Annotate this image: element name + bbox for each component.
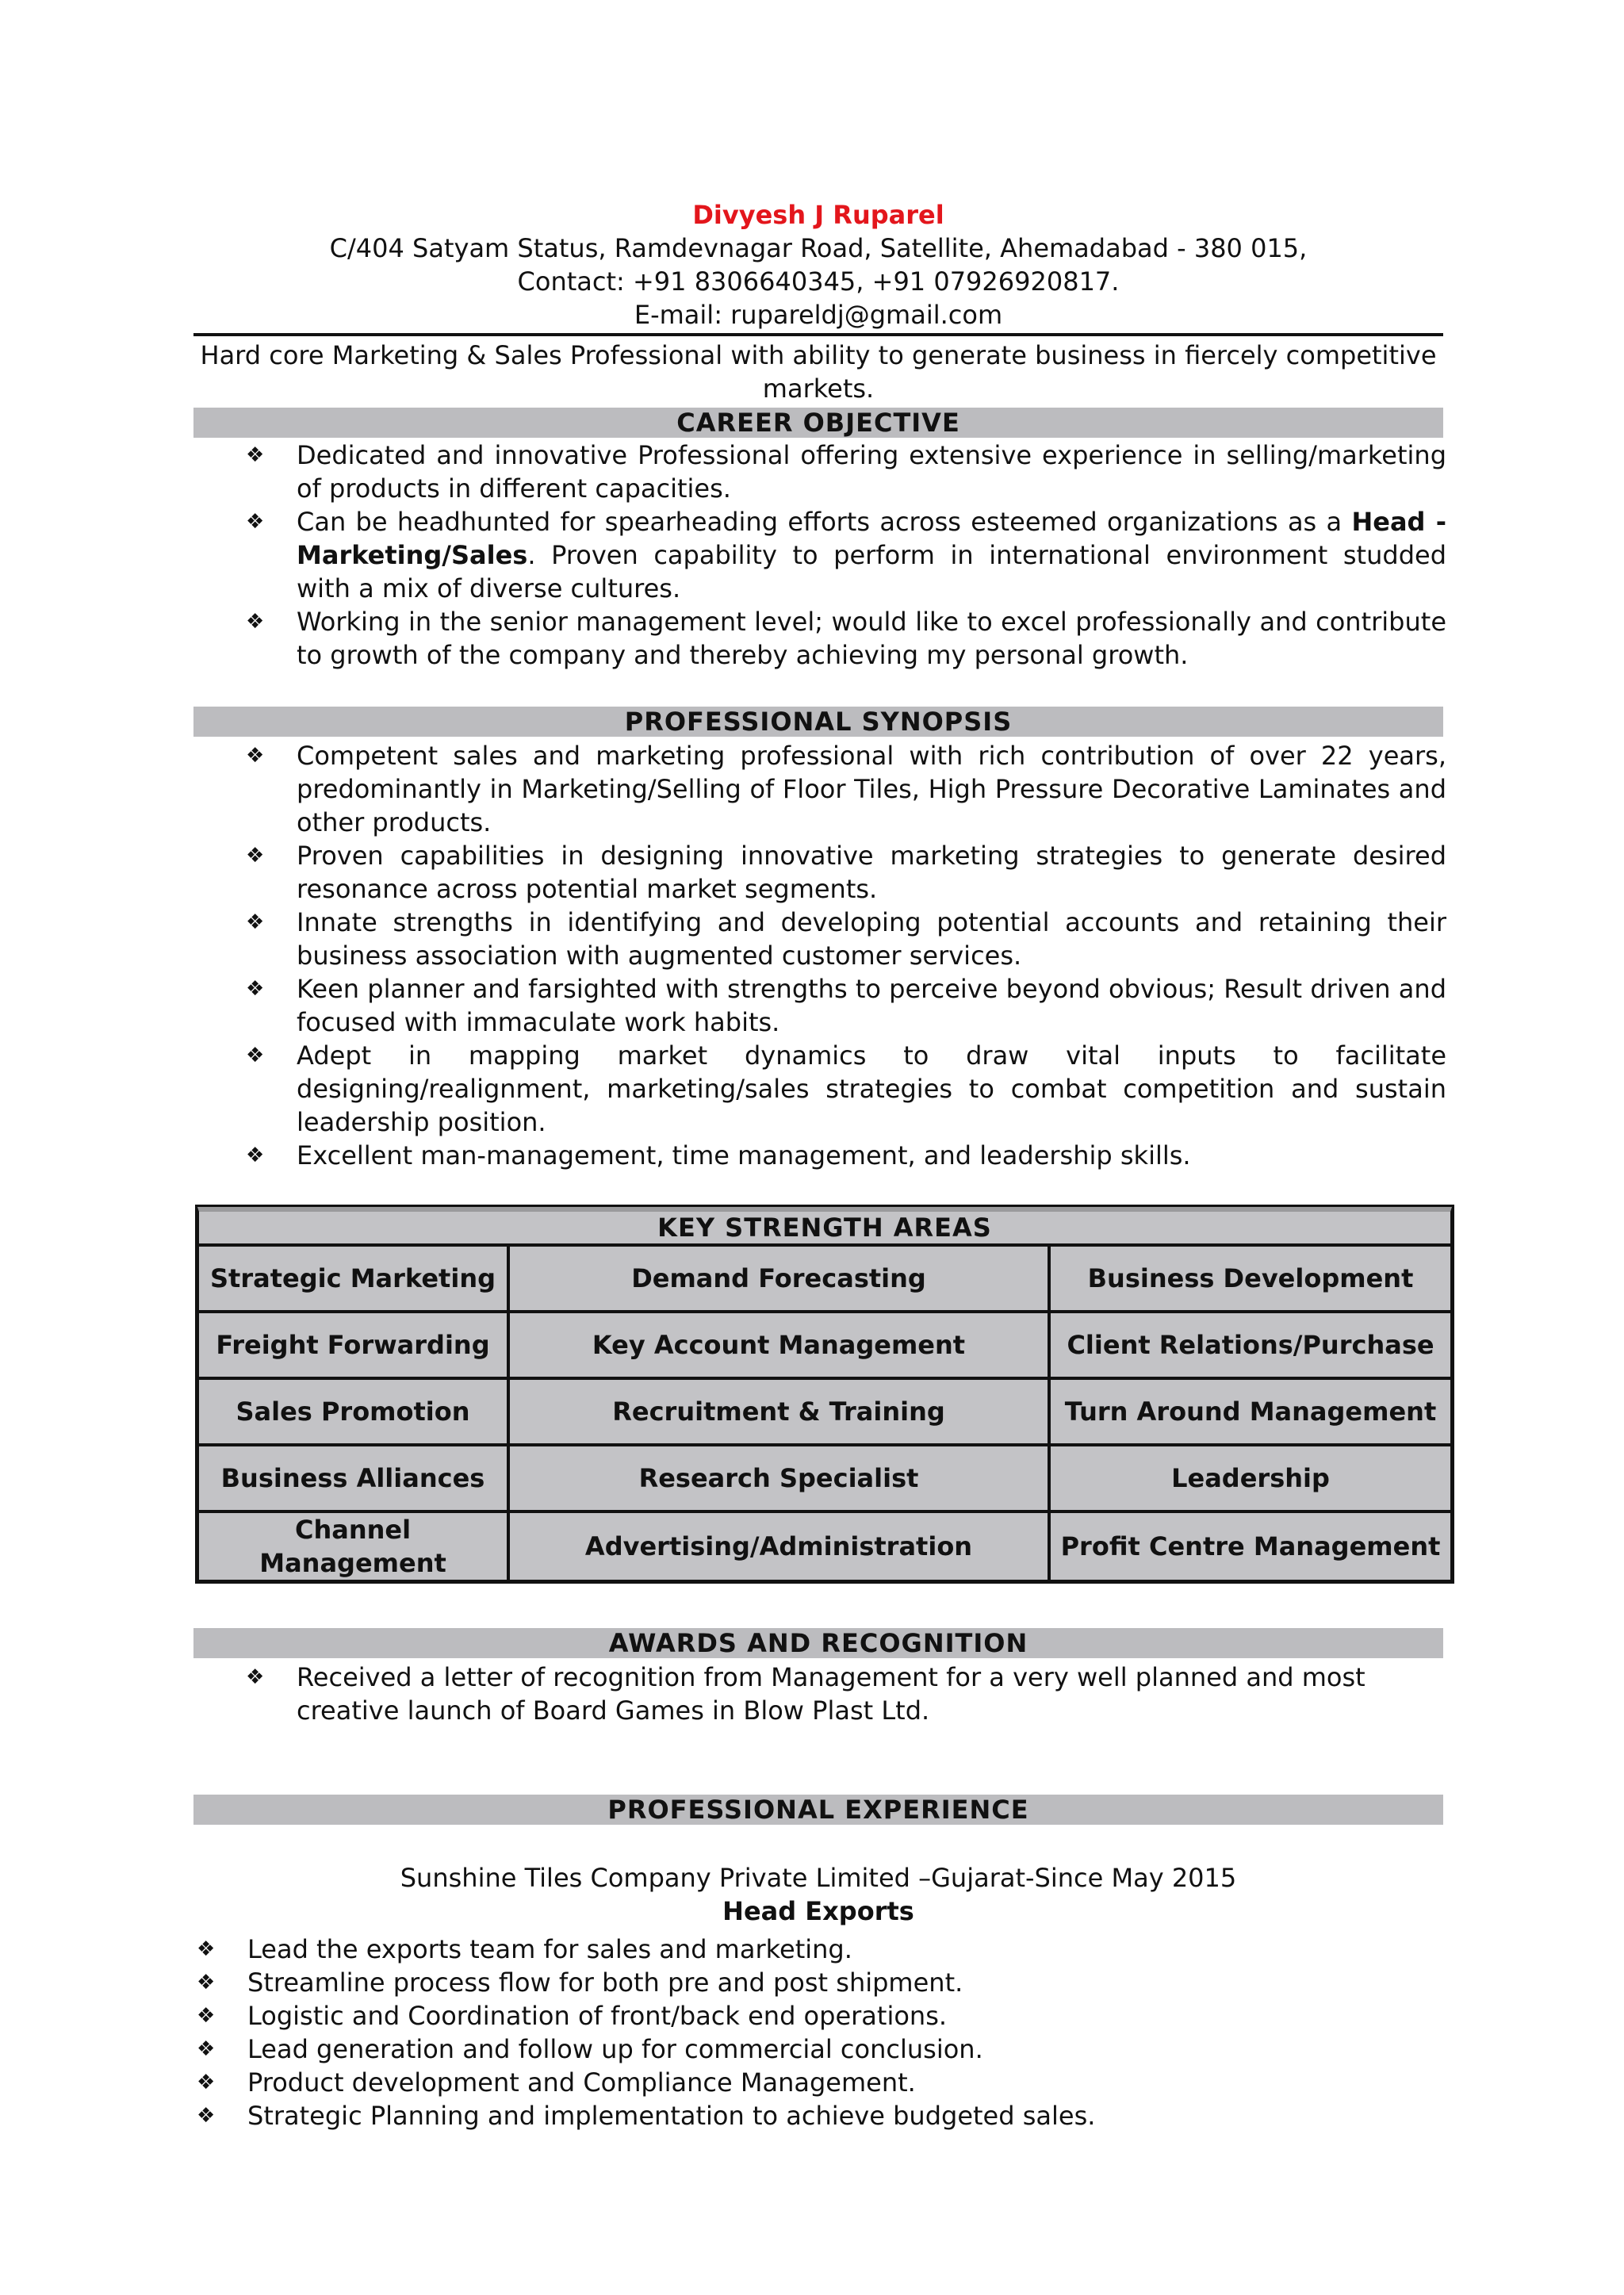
list-item: ❖ Strategic Planning and implementation to achieve budgeted sales. [197,2101,1096,2131]
contact-line: Contact: +91 8306640345, +91 07926920817. [517,266,1120,297]
table-cell: Freight Forwarding [197,1312,508,1378]
table-cell: Channel Management [197,1511,508,1581]
bullet-diamond-icon: ❖ [197,2037,216,2061]
bullet-diamond-icon: ❖ [246,844,265,868]
key-strength-title: KEY STRENGTH AREAS [197,1207,1452,1245]
bullet-diamond-icon: ❖ [197,2104,216,2128]
experience-duties-list [197,1933,1437,2132]
table-row [197,1511,1452,1581]
list-item: ❖ Competent sales and marketing professional with rich contribution of over 22 years, predominantly in Marketing/Selling of Floor Tiles, High Pressure Decorative Laminates and other products. [246,741,1446,837]
bullet-diamond-icon: ❖ [246,510,265,534]
table-cell: Business Development [1049,1245,1452,1312]
bullet-diamond-icon: ❖ [246,744,265,768]
table-row [197,1445,1452,1511]
list-item: ❖ Streamline process flow for both pre and post shipment. [197,1967,963,1998]
list-item: ❖ Proven capabilities in designing innovative marketing strategies to generate desired resonance across potential market segments. [246,841,1446,904]
table-row [197,1312,1452,1378]
table-cell: Advertising/Administration [508,1511,1049,1581]
list-item: ❖ Product development and Compliance Management. [197,2067,916,2098]
bullet-diamond-icon: ❖ [197,2071,216,2094]
table-cell: Strategic Marketing [197,1245,508,1312]
awards-list [246,1661,1446,1727]
bullet-diamond-icon: ❖ [246,1144,265,1167]
address-line: C/404 Satyam Status, Ramdevnagar Road, Satellite, Ahemadabad - 380 015, [329,233,1308,263]
bullet-diamond-icon: ❖ [246,1044,265,1067]
bullet-diamond-icon: ❖ [246,910,265,934]
bullet-diamond-icon: ❖ [197,1937,216,1961]
table-row [197,1245,1452,1312]
list-item: ❖ Innate strengths in identifying and developing potential accounts and retaining their business association with augmented customer services. [246,907,1446,971]
list-item: ❖ Dedicated and innovative Professional offering extensive experience in selling/marketing of products in different capacities. [246,440,1446,504]
bullet-diamond-icon: ❖ [197,1971,216,1994]
table-cell: Demand Forecasting [508,1245,1049,1312]
career-objective-list [246,439,1446,672]
section-professional-experience: PROFESSIONAL EXPERIENCE [193,1795,1443,1825]
table-cell: Profit Centre Management [1049,1511,1452,1581]
table-header-row [197,1207,1452,1245]
bullet-diamond-icon: ❖ [246,1665,265,1689]
company-line: Sunshine Tiles Company Private Limited –Gujarat-Since May 2015 [400,1863,1237,1893]
bullet-diamond-icon: ❖ [246,610,265,634]
list-item: ❖ Logistic and Coordination of front/back end operations. [197,2001,948,2031]
list-item: ❖ Lead generation and follow up for commercial conclusion. [197,2034,983,2064]
table-cell: Leadership [1049,1445,1452,1511]
bullet-diamond-icon: ❖ [246,977,265,1001]
target-role: Head - Marketing/Sales [297,507,1446,570]
table-cell: Sales Promotion [197,1378,508,1445]
table-cell: Key Account Management [508,1312,1049,1378]
header-divider [193,333,1443,336]
table-cell: Client Relations/Purchase [1049,1312,1452,1378]
contact-header [193,198,1443,331]
professional-synopsis-list [246,739,1446,1172]
section-professional-synopsis: PROFESSIONAL SYNOPSIS [193,707,1443,737]
table-cell: Recruitment & Training [508,1378,1049,1445]
list-item: ❖ Can be headhunted for spearheading efforts across esteemed organizations as a Head - Marketing/Sales. Proven capability to perform in international environment studded with a mix of diverse cultures. [246,507,1446,603]
list-item: ❖ Excellent man-management, time management, and leadership skills. [246,1140,1191,1170]
table-row [197,1378,1452,1445]
key-strength-table [195,1205,1454,1584]
section-career-objective: CAREER OBJECTIVE [193,408,1443,438]
list-item: ❖ Received a letter of recognition from Management for a very well planned and most creative launch of Board Games in Blow Plast Ltd. [246,1662,1365,1726]
list-item: ❖ Adept in mapping market dynamics to draw vital inputs to facilitate designing/realignment, marketing/sales strategies to combat competition and sustain leadership position. [246,1040,1446,1137]
bullet-diamond-icon: ❖ [246,443,265,467]
table-cell: Business Alliances [197,1445,508,1511]
list-item: ❖ Keen planner and farsighted with strengths to perceive beyond obvious; Result driven and focused with immaculate work habits. [246,974,1446,1037]
section-awards: AWARDS AND RECOGNITION [193,1628,1443,1658]
candidate-name: Divyesh J Ruparel [692,200,944,230]
table-cell: Turn Around Management [1049,1378,1452,1445]
list-item: ❖ Lead the exports team for sales and marketing. [197,1934,852,1964]
email-line: E-mail: rupareldj@gmail.com [634,300,1003,330]
bullet-diamond-icon: ❖ [197,2004,216,2028]
list-item: ❖ Working in the senior management level; would like to excel professionally and contribute to growth of the company and thereby achieving my personal growth. [246,607,1446,670]
job-title: Head Exports [722,1896,914,1926]
profile-summary: Hard core Marketing & Sales Professional with ability to generate business in fiercely competitive markets. [200,340,1437,404]
table-cell: Research Specialist [508,1445,1049,1511]
